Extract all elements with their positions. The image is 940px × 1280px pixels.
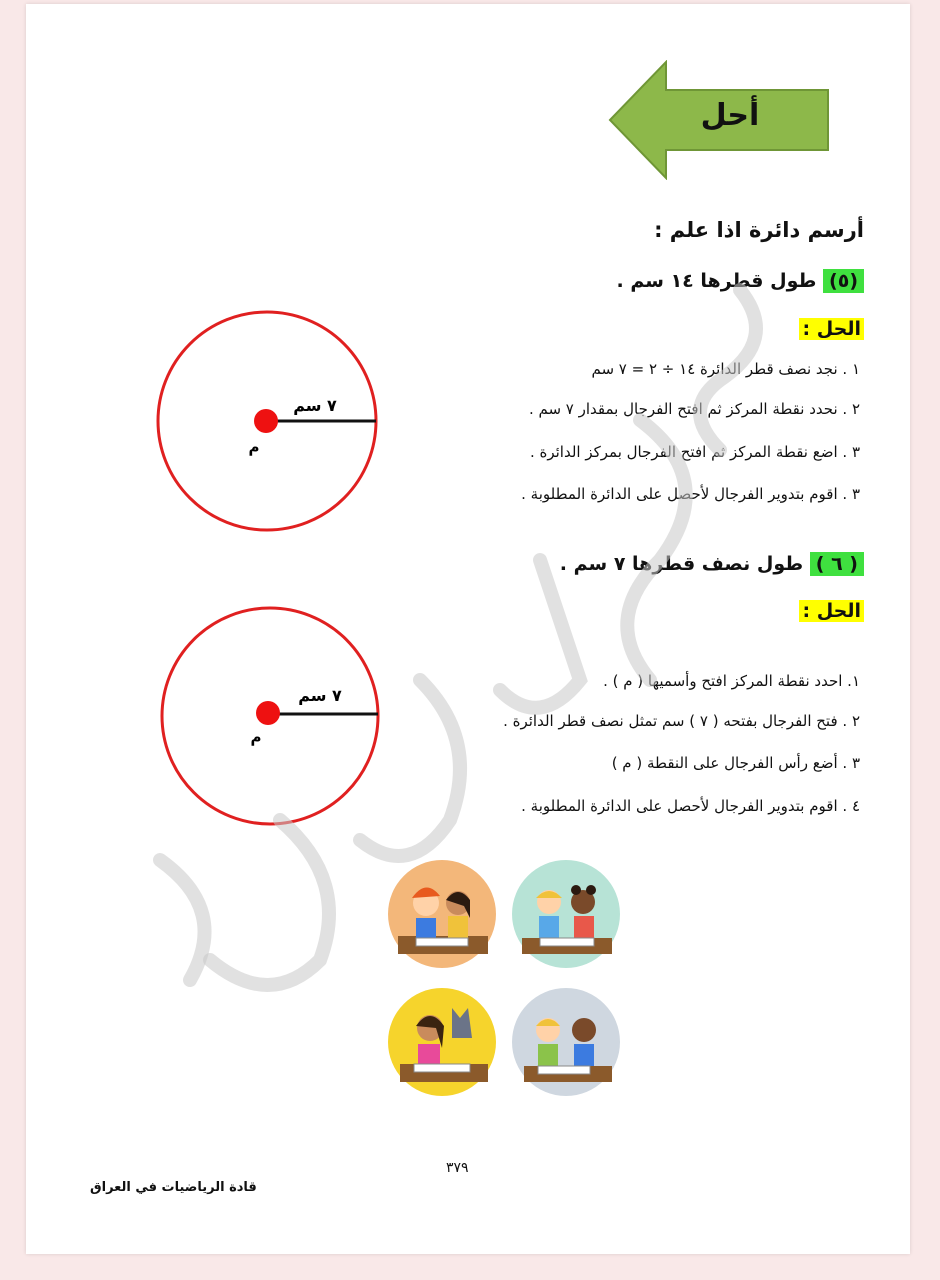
- solution-5-step-2: ٢ . نحدد نقطة المركز ثم افتح الفرجال بمقدار ٧ سم .: [528, 400, 860, 418]
- sticker-top-right: [512, 860, 620, 968]
- banner-label: أحل: [700, 98, 760, 133]
- circle-figure-5: [150, 305, 390, 545]
- sticker-bottom-left: [388, 988, 496, 1096]
- children-reading-illustration: [386, 858, 626, 1098]
- solution-6-step-2: ٢ . فتح الفرجال بفتحه ( ٧ ) سم تمثل نصف قطر الدائرة .: [503, 712, 860, 730]
- publisher-name: قادة الرياضيات في العراق: [90, 1180, 257, 1195]
- center-label-6: م: [250, 728, 262, 746]
- problem-6-number: ( ٦ ): [810, 552, 864, 576]
- problem-6-line: [560, 553, 864, 575]
- solution-5-step-1: ١ . نجد نصف قطر الدائرة ١٤ ÷ ٢ = ٧ سم: [591, 360, 860, 378]
- circle-figure-6: [152, 600, 392, 840]
- problem-5-number: (٥): [823, 269, 864, 293]
- center-label-5: م: [248, 438, 260, 456]
- problem-6-statement: طول نصف قطرها ٧ سم .: [559, 553, 804, 575]
- page-number: ٣٧٩: [446, 1160, 469, 1176]
- solution-6-step-3: ٣ . أضع رأس الفرجال على النقطة ( م ): [611, 754, 860, 772]
- sticker-bottom-right: [512, 988, 620, 1096]
- section-heading: أرسم دائرة اذا علم :: [654, 218, 864, 242]
- center-dot-6: [256, 701, 280, 725]
- solution-6-step-1: ١. احدد نقطة المركز افتح وأسميها ( م ) .: [603, 672, 860, 690]
- problem-5-statement: طول قطرها ١٤ سم .: [616, 270, 817, 292]
- solution-5-step-3: ٣ . اضع نقطة المركز ثم افتح الفرجال بمركز الدائرة .: [529, 443, 860, 461]
- solution-5-step-4: ٣ . اقوم بتدوير الفرجال لأحصل على الدائرة المطلوبة .: [521, 485, 860, 503]
- radius-label-6: ٧ سم: [298, 686, 342, 705]
- radius-label-5: ٧ سم: [293, 396, 337, 415]
- solution-6-step-4: ٤ . اقوم بتدوير الفرجال لأحصل على الدائرة المطلوبة .: [521, 797, 860, 815]
- sticker-top-left: [388, 860, 496, 968]
- problem-5-line: [617, 270, 864, 292]
- solution-5-label: الحل :: [799, 318, 864, 340]
- solution-6-label: الحل :: [799, 600, 864, 622]
- center-dot-5: [254, 409, 278, 433]
